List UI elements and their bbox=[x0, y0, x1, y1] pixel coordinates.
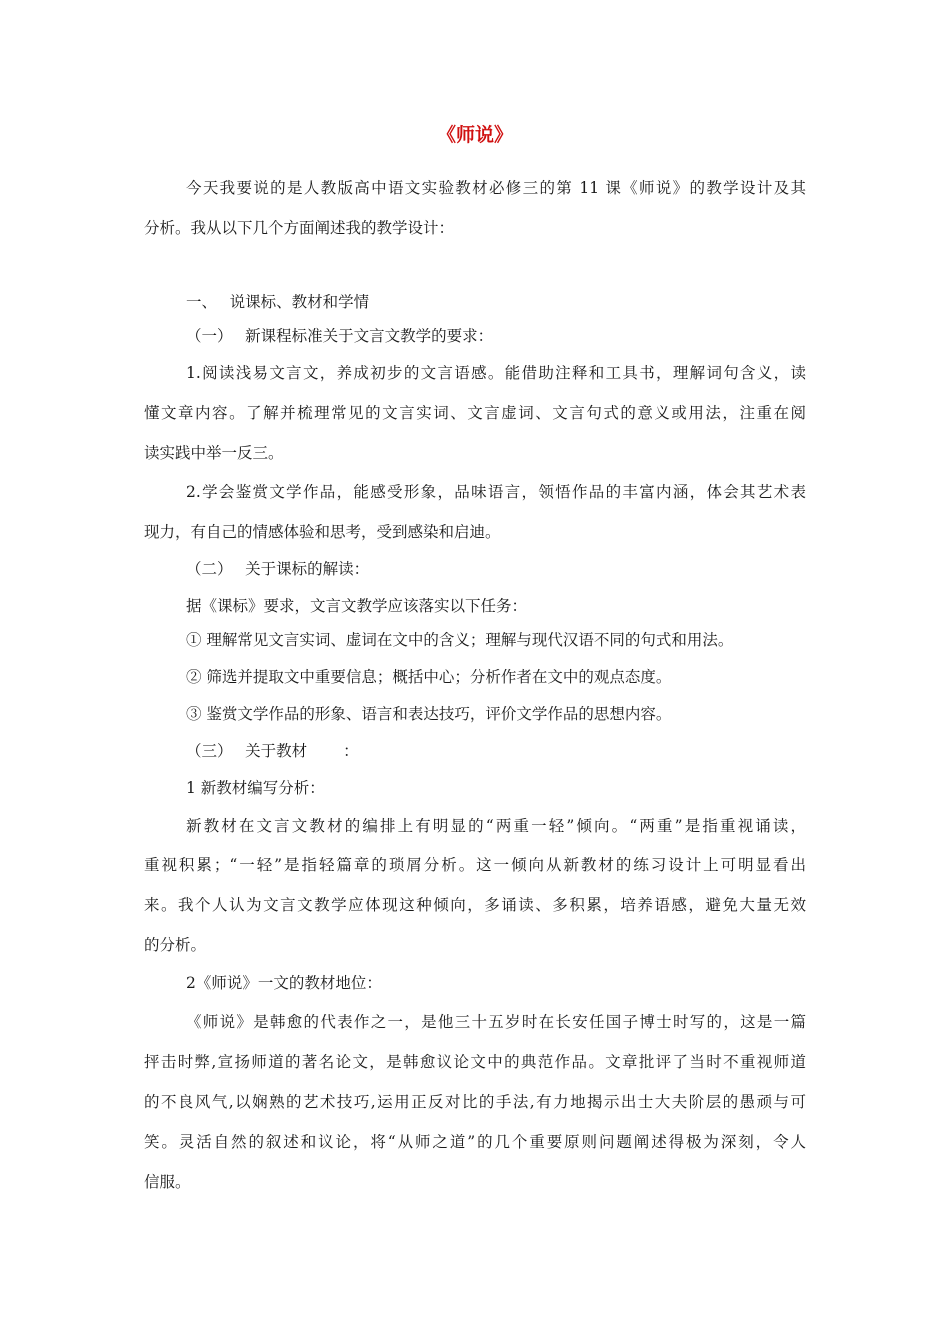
document-title: 《师说》 bbox=[436, 124, 513, 146]
paragraph-line: 2《师说》一文的教材地位： bbox=[186, 974, 382, 992]
paragraph-line: 的分析。 bbox=[144, 936, 207, 954]
paragraph-line: 2.学会鉴赏文学作品，能感受形象，品味语言，领悟作品的丰富内涵，体会其艺术表 bbox=[186, 483, 806, 501]
paragraph-line: 1.阅读浅易文言文，养成初步的文言语感。能借助注释和工具书，理解词句含义，读 bbox=[186, 364, 806, 382]
subsection-heading: （三） 关于教材 ： bbox=[186, 742, 359, 760]
paragraph-line: 抨击时弊,宣扬师道的著名论文，是韩愈议论文中的典范作品。文章批评了当时不重视师道 bbox=[144, 1053, 806, 1071]
paragraph-line: 今天我要说的是人教版高中语文实验教材必修三的第 11 课《师说》的教学设计及其 bbox=[186, 179, 806, 197]
paragraph-line: 1 新教材编写分析： bbox=[186, 779, 325, 797]
paragraph-line: 分析。我从以下几个方面阐述我的教学设计： bbox=[144, 219, 455, 237]
paragraph-line: 笑。灵活自然的叙述和议论，将“从师之道”的几个重要原则问题阐述得极为深刻，令人 bbox=[144, 1133, 806, 1151]
section-heading: 一、 说课标、教材和学情 bbox=[186, 293, 370, 311]
list-item: ② 筛选并提取文中重要信息；概括中心；分析作者在文中的观点态度。 bbox=[186, 668, 672, 686]
paragraph-line: 现力，有自己的情感体验和思考，受到感染和启迪。 bbox=[144, 523, 501, 541]
paragraph-line: 《师说》是韩愈的代表作之一，是他三十五岁时在长安任国子博士时写的，这是一篇 bbox=[186, 1013, 806, 1031]
list-item: ③ 鉴赏文学作品的形象、语言和表达技巧，评价文学作品的思想内容。 bbox=[186, 705, 672, 723]
paragraph-line: 新教材在文言文教材的编排上有明显的“两重一轻”倾向。“两重”是指重视诵读， bbox=[186, 817, 806, 835]
paragraph-line: 懂文章内容。了解并梳理常见的文言实词、文言虚词、文言句式的意义或用法，注重在阅 bbox=[144, 404, 806, 422]
list-item: ① 理解常见文言实词、虚词在文中的含义；理解与现代汉语不同的句式和用法。 bbox=[186, 631, 734, 649]
paragraph-line: 来。我个人认为文言文教学应体现这种倾向，多诵读、多积累，培养语感，避免大量无效 bbox=[144, 896, 806, 914]
paragraph-line: 据《课标》要求，文言文教学应该落实以下任务： bbox=[186, 597, 528, 615]
paragraph-line: 信服。 bbox=[144, 1173, 191, 1191]
paragraph-line: 重视积累；“一轻”是指轻篇章的琐屑分析。这一倾向从新教材的练习设计上可明显看出 bbox=[144, 856, 806, 874]
subsection-heading: （二） 关于课标的解读： bbox=[186, 560, 370, 578]
subsection-heading: （一） 新课程标准关于文言文教学的要求： bbox=[186, 327, 494, 345]
paragraph-line: 的不良风气,以娴熟的艺术技巧,运用正反对比的手法,有力地揭示出士大夫阶层的愚顽与可 bbox=[144, 1093, 806, 1111]
paragraph-line: 读实践中举一反三。 bbox=[144, 444, 284, 462]
